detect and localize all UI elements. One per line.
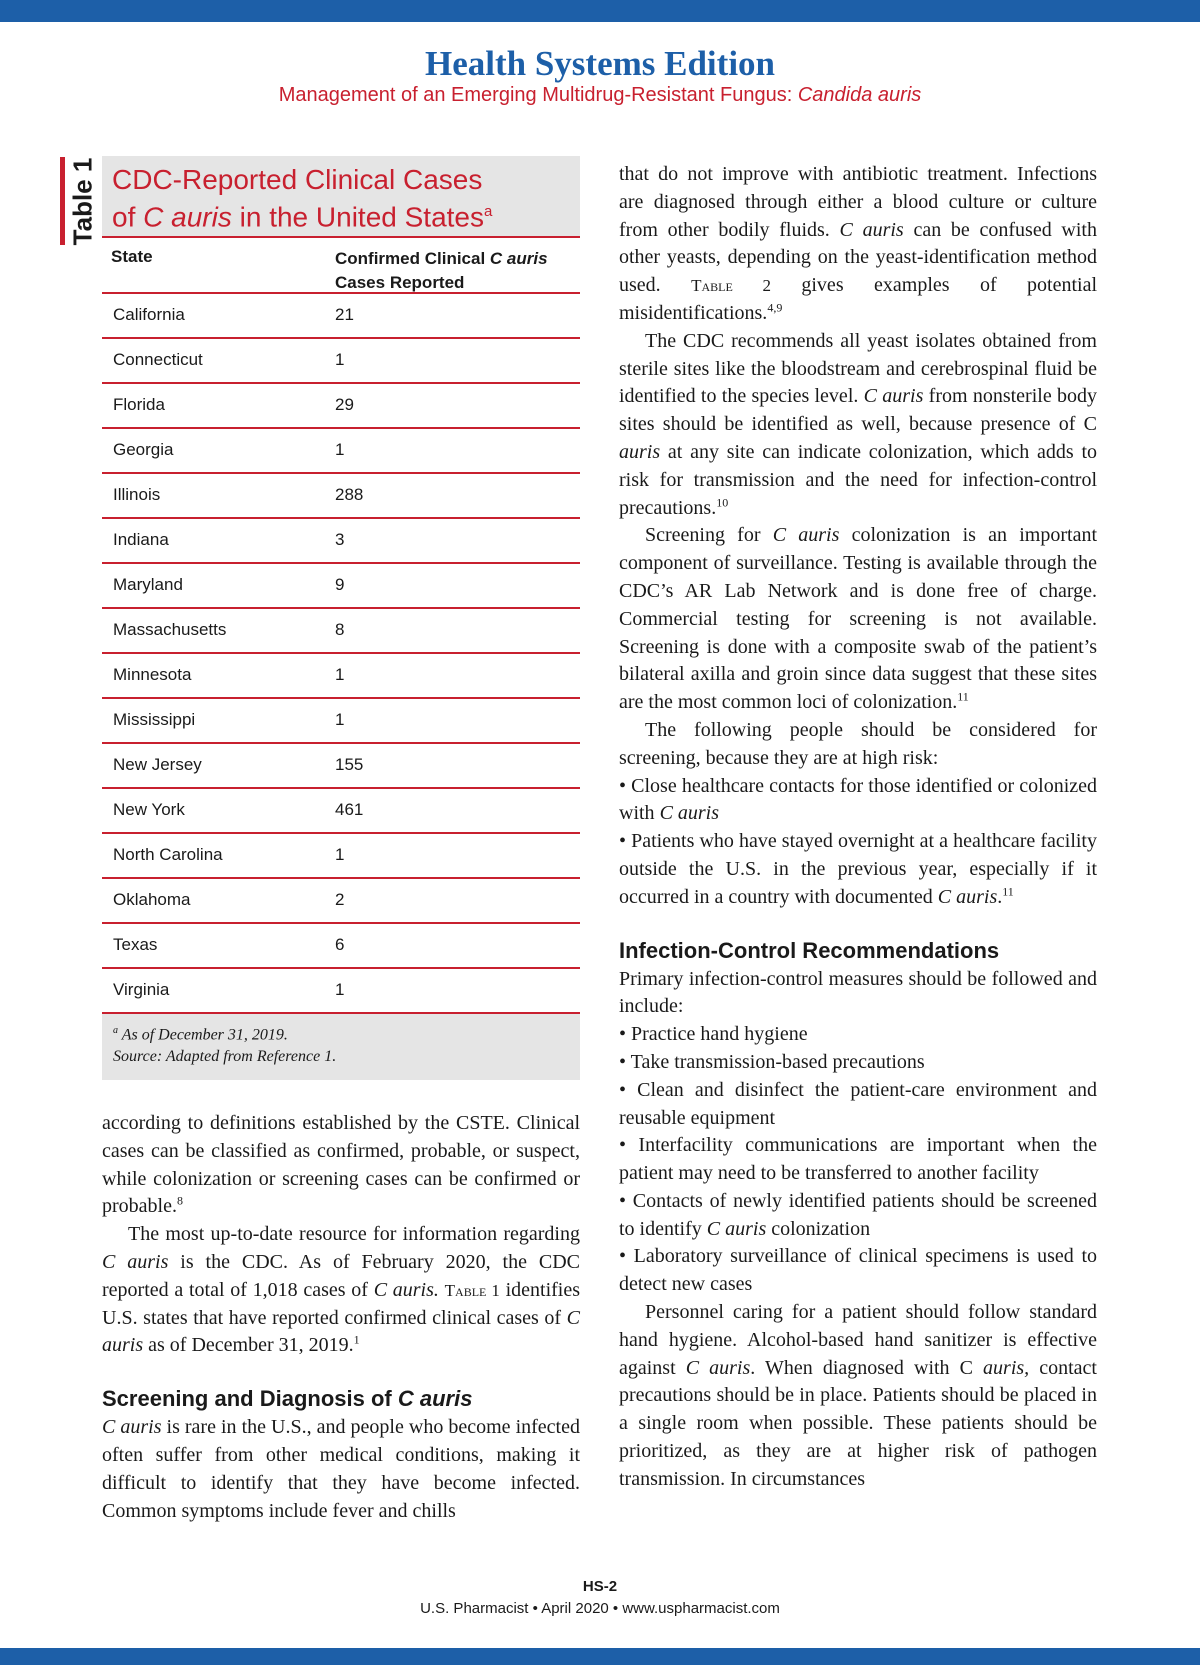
paragraph: Screening for C auris colonization is an important component of surveillance. Testing is available through the CDC’s AR Lab Network and is done free of charge. Commercial testing for screening is not available. Screening is done with a composite swab of the patient’s bilateral axilla and groin since data suggest that these sites are the most common loci of colonization.$^{11}$: [619, 524, 1098, 714]
cell-state: New Jersey: [113, 755, 202, 774]
cell-cases: 1: [335, 665, 345, 684]
table-row: [102, 879, 580, 924]
paragraph: according to definitions established by the CSTE. Clinical cases can be classified as confirmed, probable, or suspect, while colonization or screening cases can be confirmed or probable.$^8$: [102, 1112, 580, 1218]
table-row: [102, 789, 580, 834]
cell-state: Texas: [113, 935, 158, 954]
table-row: [102, 609, 580, 654]
paragraph: Primary infection-control measures should be followed and include:: [619, 967, 1097, 1018]
paragraph: that do not improve with antibiotic treatment. Infections are diagnosed through either a blood culture or culture from other bodily fluids. C auris can be confused with other yeasts, depending on the yeast-identification method used. Table 2 gives examples of potential misidentifications.$^{4,9}$: [619, 163, 1097, 324]
table-row: [102, 969, 580, 1014]
bullet-item: • Close healthcare contacts for those identified or colonized with C auris: [619, 774, 1097, 825]
col-header-cases: Confirmed Clinical C auris Cases Reported: [335, 249, 548, 292]
table-header-row: [102, 236, 580, 294]
cell-cases: 3: [335, 530, 345, 549]
cell-cases: 9: [335, 575, 345, 594]
col-header-state: State: [111, 247, 153, 266]
cell-state: Illinois: [113, 485, 161, 504]
table-1: [102, 156, 580, 1080]
paragraph: The most up-to-date resource for information regarding C auris is the CDC. As of February 2020, the CDC reported a total of 1,018 cases of C auris. Table 1 identifies U.S. states that have reported confirmed clinical cases of C auris as of December 31, 2019.$^1$: [102, 1223, 580, 1357]
cell-state: Massachusetts: [113, 620, 227, 639]
table-title: CDC-Reported Clinical Cases of C auris in the United States$^a$: [112, 164, 493, 233]
cell-cases: 1: [335, 980, 345, 999]
cell-state: Mississippi: [113, 710, 196, 729]
bullet-item: • Interfacility communications are important when the patient may need to be transferred to another facility: [619, 1134, 1097, 1185]
table-body: [102, 294, 580, 1014]
cell-state: Georgia: [113, 440, 174, 459]
article-subtitle: Management of an Emerging Multidrug-Resistant Fungus: Candida auris: [278, 84, 922, 106]
publication-info: U.S. Pharmacist • April 2020 • www.uspharmacist.com: [420, 1600, 780, 1617]
cell-cases: 21: [335, 305, 354, 324]
bullet-item: • Contacts of newly identified patients should be screened to identify C auris colonization: [619, 1189, 1097, 1240]
table-row: [102, 744, 580, 789]
cell-cases: 155: [335, 755, 364, 774]
cell-state: North Carolina: [113, 845, 223, 864]
table-row: [102, 834, 580, 879]
section-heading-infection-control: Infection-Control Recommendations: [619, 937, 1000, 963]
cell-state: Virginia: [113, 980, 170, 999]
table-row: [102, 474, 580, 519]
paragraph: Personnel caring for a patient should follow standard hand hygiene. Alcohol-based hand sanitizer is effective against C auris. When diagnosed with C auris, contact precautions should be in place. Patients should be placed in a single room when possible. These patients should be prioritized, as they are at higher risk of pathogen transmission. In circumstances: [619, 1301, 1097, 1490]
table-row: [102, 294, 580, 339]
bullet-item: • Practice hand hygiene: [619, 1023, 808, 1046]
bullet-item: • Take transmission-based precautions: [619, 1050, 925, 1073]
cell-state: Florida: [113, 395, 165, 414]
table-tag-label: Table 1: [67, 157, 98, 245]
table-row: [102, 699, 580, 744]
cell-state: Maryland: [113, 575, 183, 594]
cell-cases: 1: [335, 710, 345, 729]
bullet-item: • Patients who have stayed overnight at a healthcare facility outside the U.S. in the previous year, especially if it occurred in a country with documented C auris.$^{11}$: [619, 830, 1097, 908]
page-number: HS-2: [582, 1578, 618, 1595]
cell-cases: 288: [335, 485, 364, 504]
cell-cases: 6: [335, 935, 345, 954]
cell-cases: 1: [335, 845, 345, 864]
cell-cases: 1: [335, 440, 345, 459]
cell-cases: 2: [335, 890, 345, 909]
paragraph: The following people should be considered for screening, because they are at high risk:: [619, 718, 1097, 769]
left-column-text: [102, 1110, 580, 1525]
table-row: [102, 339, 580, 384]
table-row: [102, 384, 580, 429]
table-row: [102, 654, 580, 699]
top-color-bar: [0, 0, 1200, 22]
cell-state: California: [113, 305, 185, 324]
table-tag-accent: [60, 157, 65, 245]
table-row: [102, 564, 580, 609]
paragraph: The CDC recommends all yeast isolates obtained from sterile sites like the bloodstream and cerebrospinal fluid be identified to the species level. C auris from nonsterile body sites should be identified as well, because presence of C auris at any site can indicate colonization, which adds to risk for transmission and the need for infection-control precautions.$^{10}$: [619, 329, 1097, 519]
table-footnote: $^a$ As of December 31, 2019. Source: Adapted from Reference 1.: [113, 1025, 337, 1066]
cell-state: New York: [113, 800, 185, 819]
section-heading-screening: Screening and Diagnosis of C auris: [102, 1386, 473, 1412]
cell-cases: 8: [335, 620, 345, 639]
right-column-text: [619, 161, 1097, 1494]
cell-cases: 29: [335, 395, 354, 414]
table-row: [102, 519, 580, 564]
cell-state: Indiana: [113, 530, 169, 549]
bullet-item: • Laboratory surveillance of clinical specimens is used to detect new cases: [619, 1245, 1097, 1296]
paragraph: C auris is rare in the U.S., and people who become infected often suffer from other medical conditions, making it difficult to identify that they have become infected. Common symptoms include fever and chills: [102, 1416, 580, 1522]
bullet-item: • Clean and disinfect the patient-care environment and reusable equipment: [619, 1078, 1097, 1129]
cell-cases: 461: [335, 800, 364, 819]
edition-title: Health Systems Edition: [424, 44, 776, 83]
cell-state: Connecticut: [113, 350, 203, 369]
table-row: [102, 429, 580, 474]
cell-cases: 1: [335, 350, 345, 369]
table-tag: [60, 157, 100, 245]
cell-state: Minnesota: [113, 665, 192, 684]
bottom-color-bar: [0, 1648, 1200, 1665]
cell-state: Oklahoma: [113, 890, 191, 909]
table-row: [102, 924, 580, 969]
